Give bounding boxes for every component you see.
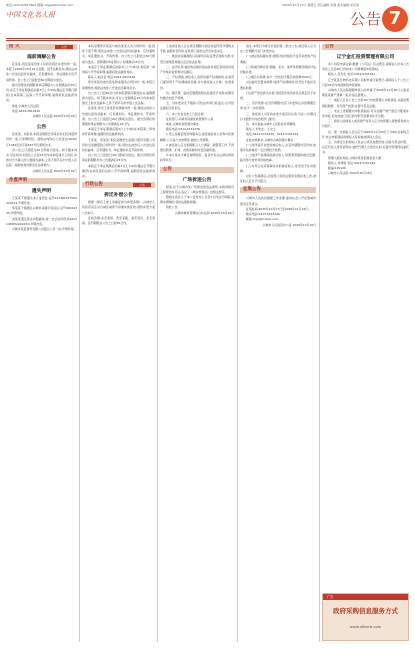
column-2-band: 行政公告 公告	[82, 182, 155, 188]
section-band: 作废声明	[6, 178, 77, 184]
notice-body: 兴城市人民政府根据工作需要,面向社会公开征集城市建设意见建议。 征集时间:2020年10月17日至2020年11月16日。 联系电话:0414-5151240 邮箱:xcjs@bxrbxp.com	[240, 196, 316, 222]
column-5	[322, 44, 409, 590]
date-editor-line: 2020年10月17日 星期五 责任编辑:李静 美术编辑:李佳雨	[282, 3, 360, 7]
column-1-band: 招 天 公告	[6, 44, 77, 50]
notice-body: 张某某,因张某某诉你人民政府拆迁补偿纠纷一案,本院于2020年10月16日受理。因无法联系你,现依法向你公告送达起诉状副本、应诉通知书、举证通知书及开庭传票。自公告之日起经过60日即视为送达。 提出答辩状的期限和举证期限为公告期满后的15日内,并定于举证期满后的第3日上午9时(遇法定节假日顺延)在本院第三法庭公开开庭审理,逾期将依法缺席判决。 地址:兴城市人民法院 电话:0414-2813520	[6, 62, 77, 113]
ad-url[interactable]: www.xfbxrb.com	[349, 624, 382, 629]
section-band: 公告	[160, 167, 234, 173]
section-band: 征集公告	[240, 187, 316, 193]
notice-body: 上述被征收人应在规定期限内到征收指挥部办理相关手续,逾期未签约的,征收部门将依法作出补偿决定。 一、被征收房屋面积以房屋所有权证登记面积为准;未登记建筑经调查认定后依法处理。 二、货币补偿:被征收房屋价值由具有相应资质的房地产价格评估机构评估确定。 三、产权调换:被征收人选择房屋产权调换的,征收部门提供用于产权调换的房屋,并与被征收人计算、结清差价。 四、搬迁费、临时安置费按相关标准给予补助;按期签约搬迁的给予奖励。 五、对补偿决定不服的,可依法申请行政复议,也可依法提起行政诉讼。 六、本公告自发布之日起生效。 征收部门:兴城市房屋征收管理办公室 地址:兴城市某街道办事处 联系电话:0414-5151236 1.设立房屋征收咨询服务点,接受被征收人咨询与政策解释,公示各户补偿情况,做到公开透明。 2.被征收人应当积极配合入户调查、测量等工作,不得擅自新建、扩建、改建房屋和改变房屋用途。 3.本方案未尽事宜按照国家、省及市有关法律法规和政策执行。	[160, 44, 234, 163]
notice-body: 根据《国有土地上房屋征收与补偿条例》,兴城市人民政府决定对古城区域部分房屋实施征收,现将补偿方案公告如下。 征收范围:东至某街、西至某路、南至某河、北至某巷。签约期限自公告之日起30日内。	[82, 200, 155, 226]
column-divider	[157, 44, 158, 642]
section-title: 公告	[350, 10, 383, 28]
column-1	[6, 44, 77, 640]
notice-title: 拆迁补偿公告	[104, 193, 133, 199]
contact-line: 电话:(0414)2813801 邮箱:xfggs@bxrbxp.com	[6, 3, 74, 7]
column-4	[240, 44, 316, 640]
column-divider	[79, 44, 80, 642]
masthead	[0, 0, 415, 32]
notice-signature: 兴城市城市管理综合执法局 2020年10月16日	[175, 210, 234, 215]
column-divider	[237, 44, 238, 642]
ad-bar: 广告	[323, 594, 408, 600]
header-rule-thin	[6, 40, 409, 41]
notice-title: 公告	[36, 125, 47, 131]
newspaper-logo: 中国文化名人报	[6, 11, 55, 19]
notice-signature: 兴城市人民法院 2020年10月16日	[32, 168, 77, 173]
column-3	[160, 44, 234, 640]
notice-body: 王某某不慎遗失本人身份证,证号2114811975XXXX0213,声明作废。 李某某不慎遗失兴城市房屋所有权证,证号00012345,声明作废。 刘某某遗失营业执照副本,统一社会信用代码92211481MA0XXXXX,声明作废。 兴城市某某商贸有限公司遗失公章一枚,声明作废。	[6, 195, 77, 232]
column-5-band: 公告	[322, 44, 409, 50]
notice-body: 本院受理原告某某与被告某某买卖合同纠纷一案,因你下落不明,现依法向你公告送达起诉状副本、应诉通知书、举证通知书、开庭传票。自公告之日起经过30日即视为送达。答辩期和举证期为公告期满后15日内。 本案定于举证期满后的第3日上午9时在本院第一审判庭公开开庭审理,逾期将依法缺席判决。 联系人:赵法官 电话:0414-2813518 原告某某诉被告某某物业服务合同纠纷一案,本院已审理终结,现依法向你公告送达民事判决书。 自公告之日起60日内来本院领取民事判决书,逾期即视为送达。如不服本判决,可在公告期满后15日内向本院递交上诉状及副本,上诉于葫芦岛市中级人民法院。 张某某:原告王某某诉你离婚纠纷一案,现依法向你公告送达起诉状副本、应诉通知书、举证通知书、开庭传票。自公告之日起经过60日即视为送达。提出答辩状的期限和举证期限为公告期满后15日内。 本案定于举证期满后第3日上午9时在本院第二审判庭开庭审理,逾期将依法缺席判决。 王某某、李某某:本院受理原告某银行股份有限公司诉你们金融借款合同纠纷一案,现依法向你们公告送达起诉状副本、应诉通知书、举证通知书及开庭传票。 自公告之日起经过30日即视为送达。提出答辩状和举证的期限均为公告期满后15日内。 本院定于举证期满后的第3日上午9时(遇法定节假日顺延)在本院第四法庭公开开庭审理,逾期将依法缺席判决。	[82, 44, 155, 179]
notice-title: 庭前调解公告	[27, 55, 56, 60]
notice-body: 备注:本项目为拆迁补偿的第二批次公告,被征收人应当在公告期限内签订补偿协议。 (一)被征收房屋补偿:按照评估价格给予货币补偿或产权调换。 (二)附属设施补偿:围墙、水井、地坪等附属设施按评估价格补偿。 (三)搬迁补助费:每户一次性给予搬迁补助费3000元。 (四)临时安置补助费:选择产权调换的,按月给予临时安置补助费。 (五)停产停业损失补偿:对经营性用房按有关规定给予补偿。 二、签约奖励:在签约期限内签订补偿协议并按期搬迁的,给予一次性奖励。 三、被征收人对征收补偿方案有异议的,可在公告期内以书面形式向征收部门提出。 四、本方案由兴城市人民政府负责解释。 联系人:刘先生、王女士 电话:0414-5151238、0414-5151239 征收实施单位:兴城市古城街道办事处 (一)选择货币补偿的被征收人,在签约期限内签约的,按照评估价格的一定比例给予奖励。 (二)选择产权调换的被征收人,按照套型面积就近安置,超出部分按市场价格结算。 (三)对符合住房保障条件的被征收人,优先给予住房保障。 (四)公告期满后,征收部门将依法组织实施征收工作,被征收人应当予以配合。	[240, 44, 316, 184]
notice-body: 本公司拟申请注销,根据《公司法》有关规定,请债权人自本公告发布之日起45日内向本公司清算组申报债权。 联系人:张先生 电话:0414-5151241 辽宁某某生物科技有限公司拟申请注销登记,请债权人于公告之日起45日内向清算组申报债权。 兴城市人民法院根据申请人的申请,于2020年10月16日立案受理某某破产清算一案,并指定管理人。 一、债权人应自公告之日起30日内向管理人申报债权,书面说明债权数额、有无财产担保,并提交有关证据。 二、未在上述期限内申报债权的,可以在破产财产最后分配前补充申报,但对此前已进行的分配无权要求补充分配。 三、债务人的债务人或者财产持有人应当向管理人清偿债务或交付财产。 四、第一次债权人会议定于2020年11月20日上午9时在本院召开,依法申报债权的债权人有权参加债权人会议。 五、出席会议的债权人系法人或其他组织的,应提交营业执照、法定代表人身份证明书;委托代理人出席会议的,应提交特别授权委托书。 管理人联系地址:兴城市某某街道某某大厦 联系人:李律师 电话:0414-5151242 邮编:125100 兴城市人民法院 2020年10月16日	[322, 62, 409, 176]
notice-title: 辽宁金汇投资管理有限公司	[336, 55, 395, 60]
page-number-badge: 7	[382, 6, 408, 32]
notice-signature: 兴城市人民法院 2020年10月16日	[32, 114, 77, 119]
column-2	[82, 44, 155, 640]
column-divider	[319, 44, 320, 642]
ad-title: 政府采购信息服务方式	[333, 607, 398, 615]
notice-title: 遗失声明	[31, 188, 52, 194]
notice-body: 经查,位于兴城市某广场周边的违法建筑,未取得建设工程规划许可证,违反了《城乡规划法》的相关规定。 限相关责任人于本公告发布之日起7日内自行拆除,逾期未拆除的,将依法强制拆除。 特此公告。	[160, 184, 234, 210]
notice-signature: 兴城市人民政府办公室 2020年10月16日	[262, 222, 316, 227]
notice-title: 广场拆违公告	[182, 177, 212, 183]
header-rule	[6, 38, 409, 39]
advertisement-box[interactable]	[322, 593, 409, 641]
notice-body: 张某某、刘某某:本院受理原告李某诉你们民间借贷纠纷一案,已审理终结。现依法向你们公告送达(2020)辽1481民初字第567号民事判决书。 自公告之日起经过60日即视为送达。如不服本判决,可在判决书送达之日起15日内向本院递交上诉状,并按对方当事人的人数提出副本,上诉于葫芦岛市中级人民法院。逾期本判决即发生法律效力。	[6, 132, 77, 168]
